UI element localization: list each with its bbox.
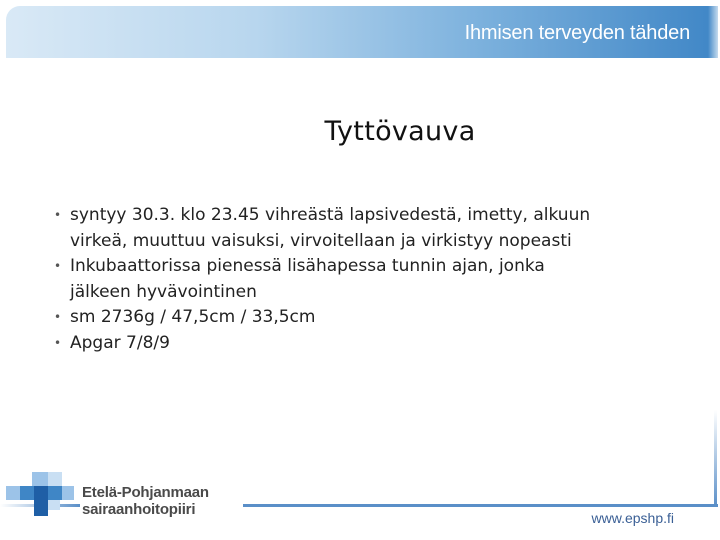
organization-name (82, 484, 209, 518)
bullet-text-line2: jälkeen hyvävointinen (70, 281, 257, 302)
footer-divider-vertical (714, 410, 717, 507)
bullet-dot-icon: • (54, 310, 62, 324)
footer-divider-right (243, 504, 718, 507)
website-link[interactable]: www.epshp.fi (591, 510, 674, 526)
bullet-list (54, 203, 694, 356)
bullet-text-line1: sm 2736g / 47,5cm / 33,5cm (70, 307, 316, 327)
bullet-item (54, 305, 694, 331)
bullet-item (54, 331, 694, 357)
bullet-text-line2: virkeä, muuttuu vaisuksi, virvoitellaan ja virkistyy nopeasti (70, 230, 572, 251)
bullet-dot-icon: • (54, 335, 62, 350)
header-banner (6, 6, 718, 58)
bullet-item (54, 254, 694, 305)
bullet-dot-icon: • (54, 208, 62, 222)
bullet-text-line1: Apgar 7/8/9 (70, 332, 170, 353)
slide-title: Tyttövauva (324, 116, 476, 147)
bullet-text-line1: Inkubaattorissa pienessä lisähapessa tunnin ajan, jonka (70, 256, 545, 276)
organization-name-line1: Etelä-Pohjanmaan (82, 484, 209, 501)
bullet-text-line1: syntyy 30.3. klo 23.45 vihreästä lapsivedestä, imetty, alkuun (70, 205, 591, 225)
bullet-item (54, 203, 694, 254)
bullet-dot-icon: • (54, 259, 62, 273)
cross-logo-icon (6, 472, 76, 518)
slogan: Ihmisen terveyden tähden (464, 22, 690, 44)
organization-name-line2: sairaanhoitopiiri (82, 501, 196, 518)
